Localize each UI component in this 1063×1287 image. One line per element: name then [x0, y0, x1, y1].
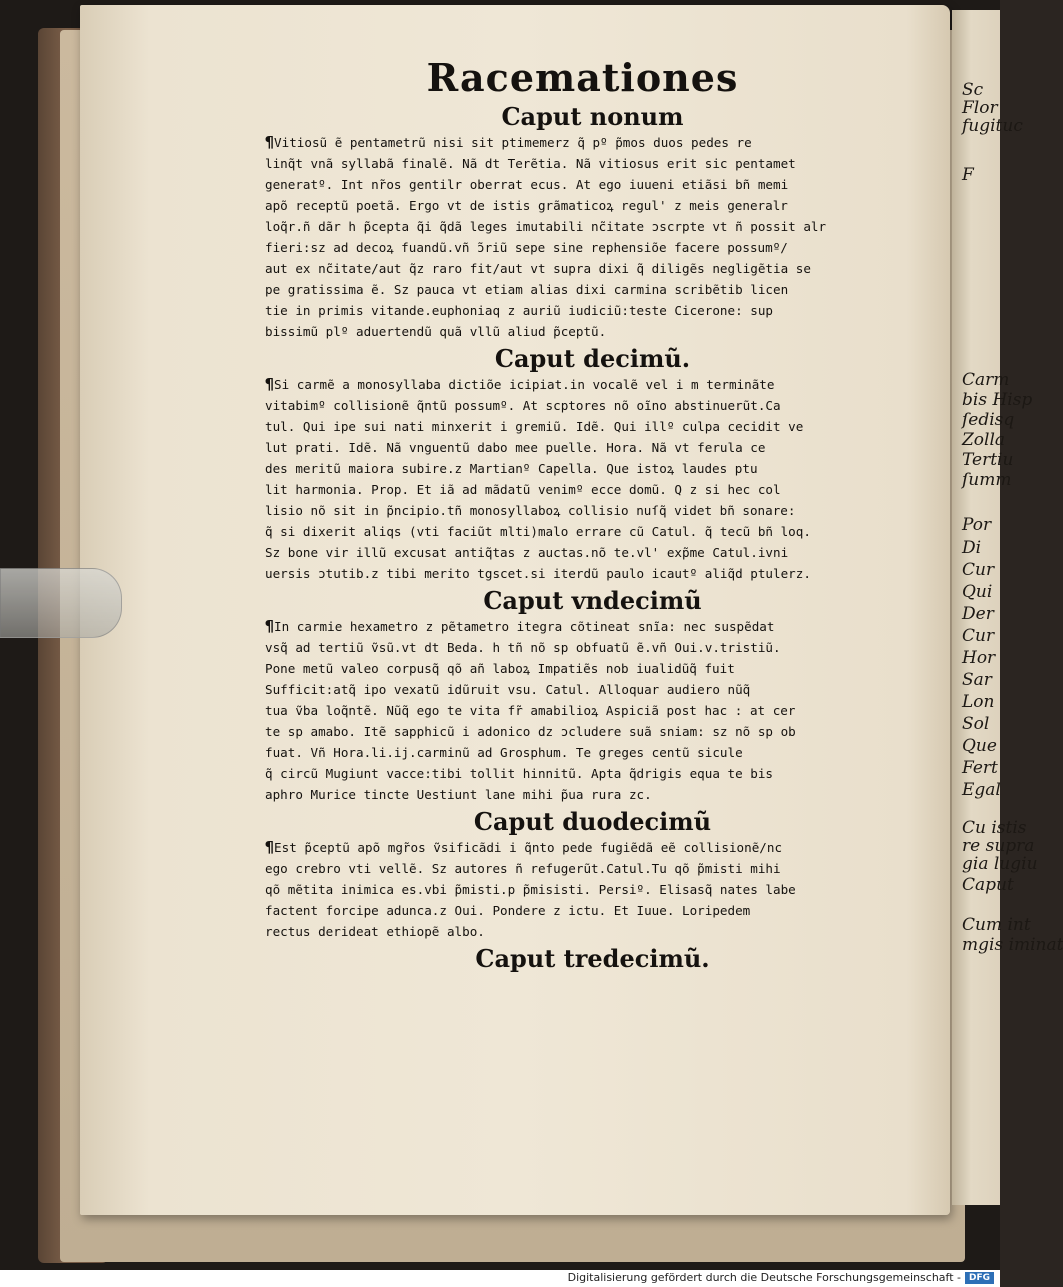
text-line: q̃ circũ Mugiunt vacce:tibi tollit hinnitũ. Apta q̃drigis equa te bis	[265, 766, 773, 781]
right-page-fragment: F	[962, 165, 974, 185]
running-head	[265, 55, 920, 100]
right-page-fragment: Zolla	[962, 430, 1006, 450]
right-page-fragment: Cu istis	[962, 818, 1027, 838]
page-content	[265, 55, 920, 974]
text-line: factent forcipe adunca.z Oui. Pondere z ictu. Et Iuue. Loripedem	[265, 903, 751, 918]
right-page-fragment: Carm	[962, 370, 1010, 390]
text-line: des meritũ maiora subire.z Martianº Capella. Que istoꝝ laudes ptu	[265, 461, 758, 476]
text-line: linq̃t vnã syllabã finalẽ. Nã dt Terẽtia. Nã vitiosus erit sic pentamet	[265, 156, 796, 171]
text-line: qõ mẽtita inimica es.vbi p̃misti.p p̃misisti. Persiº. Elisasq̃ nates labe	[265, 882, 796, 897]
text-line: uersis ɔtutib.z tibi merito tgscet.si iterdũ paulo icautº aliq̃d ptulerz.	[265, 566, 811, 581]
text-line-content: In carmie hexametro z pẽtametro itegra cõtineat snĩa: nec suspẽdat	[274, 619, 775, 634]
text-line: vitabimº collisionẽ q̃ntũ possumº. At scptores nõ oĩno abstinuerũt.Ca	[265, 398, 781, 413]
pilcrow-mark: ¶	[265, 375, 275, 393]
text-line: apõ receptũ poetã. Ergo vt de istis grãmaticoꝝ regul' z meis generalr	[265, 198, 788, 213]
chapter-text	[265, 837, 920, 942]
right-page-fragment: fugituc	[962, 116, 1023, 136]
text-line: bissimũ plº aduertendũ quã vllũ aliud p̃ceptũ.	[265, 324, 607, 339]
right-page-fragment: ſumm	[962, 470, 1012, 490]
footer-bar	[0, 1270, 1000, 1287]
text-line-content: Est p̃ceptũ apõ mgr̃os ṽsificãdi i q̃nto pede fugiẽdã eẽ collisionẽ/nc	[274, 840, 783, 855]
pilcrow-mark: ¶	[265, 617, 275, 635]
text-line: tua ṽba loq̃ntẽ. Nũq̃ ego te vita fr̃ amabilioꝝ Aspiciã post hac : at cer	[265, 703, 796, 718]
text-line: lisio nõ sit in p̃ncipio.tñ monosyllaboꝝ collisio nuſq̃ videt bñ sonare:	[265, 503, 796, 518]
text-line: aut ex nc̃itate/aut q̃z raro fit/aut vt supra dixi q̃ diligẽs negligẽtia se	[265, 261, 811, 276]
chapter-heading: Caput vndecimũ	[483, 586, 702, 615]
text-line: Sz bone vir illũ excusat antiq̃tas z auctas.nõ te.vl' exp̃me Catul.ivni	[265, 545, 789, 560]
right-page-fragment: Caput	[962, 875, 1014, 895]
right-page-fragment: Sar	[962, 670, 992, 690]
text-line: vsq̃ ad tertiũ ṽsũ.vt dt Beda. h tñ nõ sp obfuatũ ẽ.vñ Oui.v.tristiũ.	[265, 640, 781, 655]
text-line: fieri:sz ad decoꝝ fuandũ.vñ ɔ̃riũ sepe sine rephensiõe facere possumº/	[265, 240, 788, 255]
right-page-fragment: gia lugiu	[962, 854, 1038, 874]
text-line: lut prati. Idẽ. Nã vnguentũ dabo mee puelle. Hora. Nã vt ferula ce	[265, 440, 766, 455]
text-line: rectus derideat ethiopẽ albo.	[265, 924, 485, 939]
chapters	[265, 102, 920, 974]
pilcrow-mark: ¶	[265, 838, 275, 856]
right-page-fragment: Lon	[962, 692, 995, 712]
chapter-heading: Caput nonum	[501, 102, 684, 131]
right-page-fragment: Cur	[962, 560, 995, 580]
right-page-fragment: Egal	[962, 780, 1001, 800]
text-line: ego crebro vti vellẽ. Sz autores ñ refugerũt.Catul.Tu qõ p̃misti mihi	[265, 861, 781, 876]
right-page-fragment: ſedisq	[962, 410, 1015, 430]
text-line: Sufficit:atq̃ ipo vexatũ idũruit vsu. Catul. Alloquar audiero nũq̃	[265, 682, 751, 697]
text-line: pe gratissima ẽ. Sz pauca vt etiam alias dixi carmina scribẽtib licen	[265, 282, 789, 297]
text-line: tie in primis vitande.euphoniaq z auriũ iudiciũ:teste Cicerone: sup	[265, 303, 773, 318]
text-line: loq̃r.ñ dãr h p̃cepta q̃i q̃dã leges imutabili nc̃itate ɔscrpte vt ñ possit alr	[265, 219, 827, 234]
right-page-fragment: bis Hisp	[962, 390, 1033, 410]
text-line: q̃ si dixerit aliqs (vti faciũt mlti)malo errare cũ Catul. q̃ tecũ bñ loq.	[265, 524, 811, 539]
right-page-fragment: Fert	[962, 758, 998, 778]
text-line: aphro Murice tincte Uestiunt lane mihi p̃ua rura zc.	[265, 787, 652, 802]
right-page-fragment: Der	[962, 604, 994, 624]
text-line	[265, 616, 920, 637]
chapter-text	[265, 616, 920, 805]
text-line: fuat. Vñ Hora.li.ij.carminũ ad Grosphum. Te greges centũ sicule	[265, 745, 743, 760]
chapter-text	[265, 132, 920, 342]
right-page-fragment: Flor	[962, 98, 998, 118]
text-line-content: Vitiosũ ẽ pentametrũ nisi sit ptimemerz q̃ pº p̃mos duos pedes re	[274, 135, 752, 150]
chapter-heading: Caput decimũ.	[494, 344, 691, 373]
right-page-fragment: re supra	[962, 836, 1035, 856]
text-line	[265, 837, 920, 858]
text-line-content: Si carmẽ a monosyllaba dictiõe icipiat.in vocalẽ vel i m terminãte	[274, 377, 775, 392]
running-head-text: Racemationes	[426, 55, 739, 100]
right-page-fragment: Tertiu	[962, 450, 1014, 470]
right-page-fragment: Di	[962, 538, 982, 558]
right-page-fragment: Cum int	[962, 915, 1031, 935]
right-page-fragment: mgis iminat	[962, 935, 1063, 955]
pilcrow-mark: ¶	[265, 133, 275, 151]
right-page-fragment: Qui	[962, 582, 993, 602]
right-page-fragment: Hor	[962, 648, 996, 668]
right-page-fragment: Sol	[962, 714, 990, 734]
text-line	[265, 374, 920, 395]
right-page-fragment: Cur	[962, 626, 995, 646]
chapter-heading: Caput tredecimũ.	[475, 944, 710, 973]
dfg-logo: DFG	[965, 1272, 994, 1284]
chapter-text	[265, 374, 920, 584]
chapter-heading: Caput duodecimũ	[473, 807, 712, 836]
right-page-fragment: Por	[962, 515, 992, 535]
text-line: Pone metũ valeo corpusq̃ qõ añ laboꝝ Impatiẽs nob iualidũq̃ fuit	[265, 661, 735, 676]
text-line: lit harmonia. Prop. Et iã ad mãdatũ venimº ecce domũ. Q z si hec col	[265, 482, 781, 497]
page-clip	[0, 568, 122, 638]
text-line: te sp amabo. Itẽ sapphicũ i adonico dz ɔcludere suã sniam: sz nõ sp ob	[265, 724, 796, 739]
text-line	[265, 132, 920, 153]
text-line: tul. Qui ipe sui nati minxerit i gremiũ. Idẽ. Qui illº culpa cecidit ve	[265, 419, 804, 434]
text-line: generatº. Int nr̃os gentilr oberrat ecus. At ego iuueni etiãsi bñ memi	[265, 177, 789, 192]
right-page-fragment: Que	[962, 736, 997, 756]
footer-text: Digitalisierung gefördert durch die Deutsche Forschungsgemeinschaft -	[567, 1271, 961, 1284]
right-page-fragment: Sc	[962, 80, 984, 100]
